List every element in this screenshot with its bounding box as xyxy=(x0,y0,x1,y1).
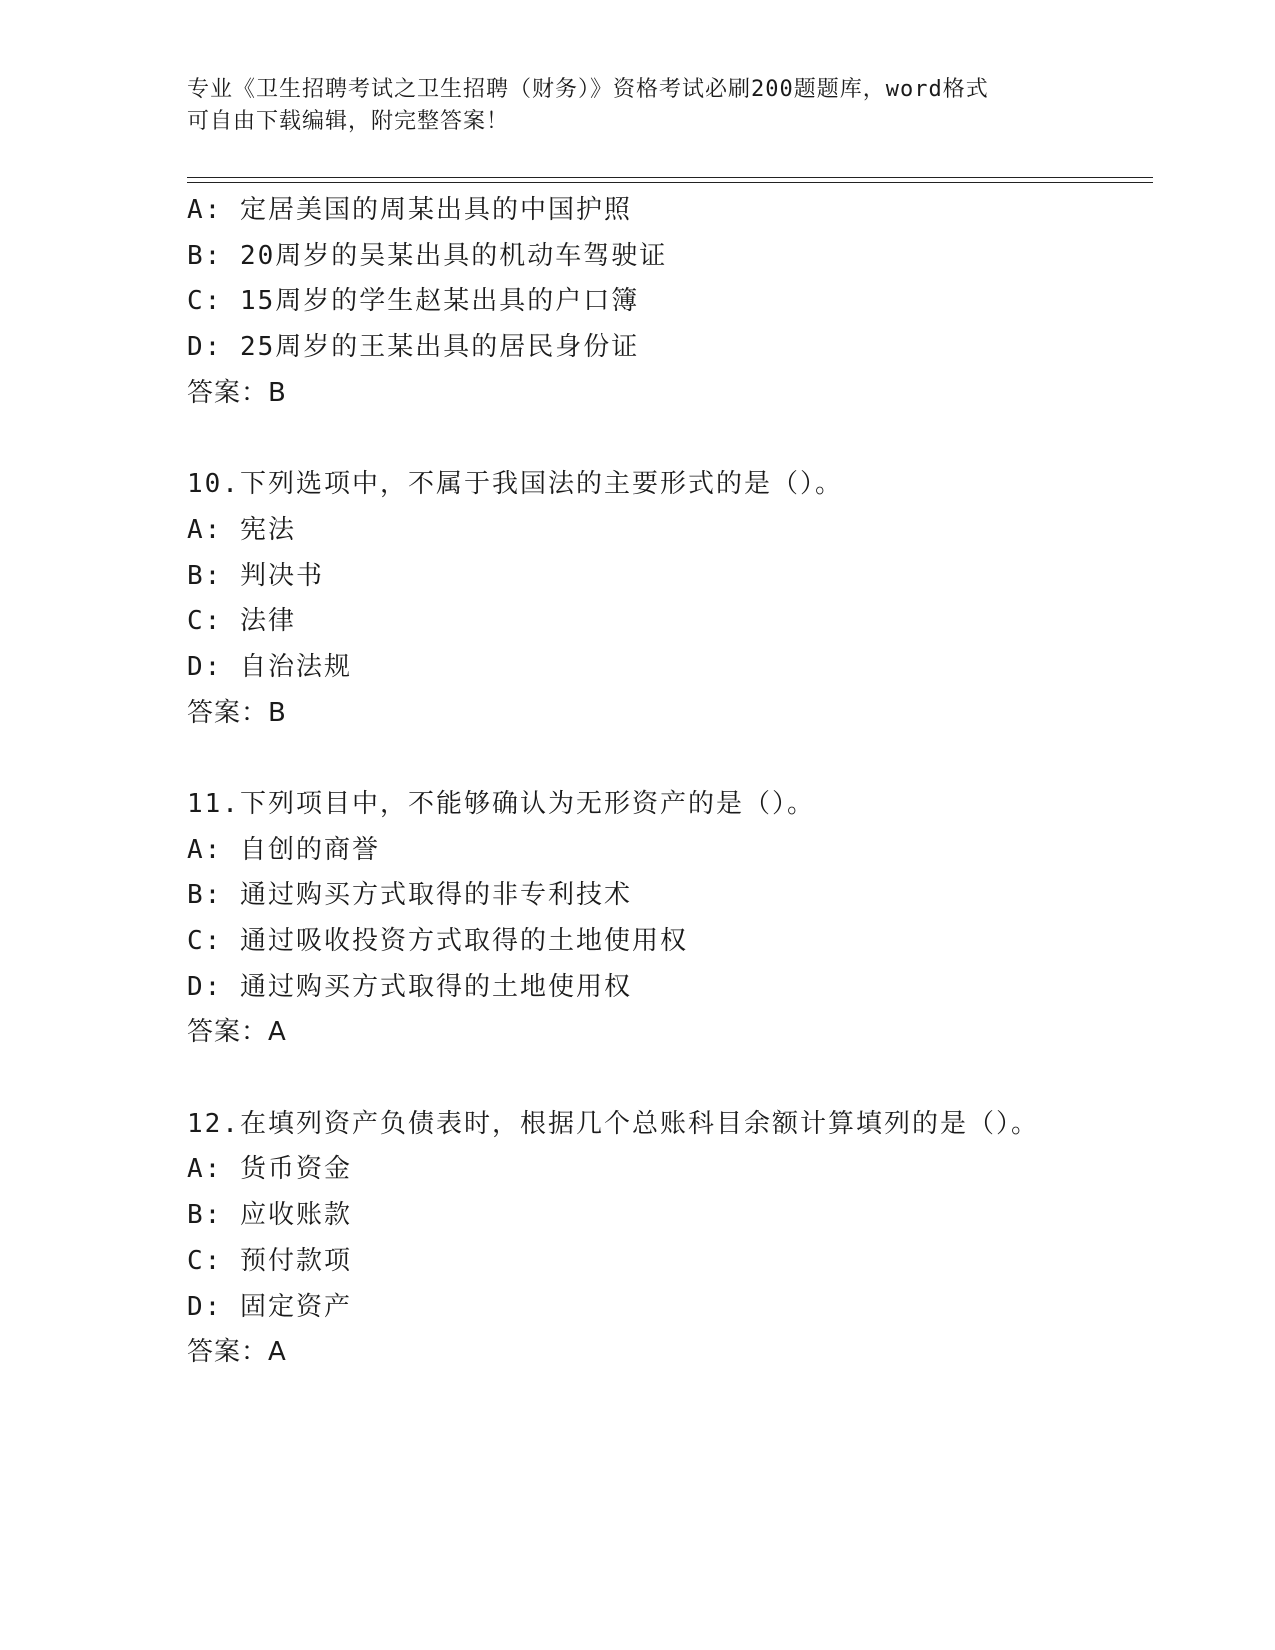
answer: 答案：B xyxy=(187,697,287,728)
header-line-1: 专业《卫生招聘考试之卫生招聘（财务）》资格考试必刷200题题库，word格式 xyxy=(187,77,989,102)
header-rule-top xyxy=(187,177,1153,178)
answer: 答案：B xyxy=(187,377,287,408)
header-rule-bottom xyxy=(187,182,1153,183)
answer: 答案：A xyxy=(187,1017,287,1048)
option-d: D: 25周岁的王某出具的居民身份证 xyxy=(187,332,640,363)
option-c: C: 法律 xyxy=(187,606,296,637)
spacer xyxy=(187,416,1187,462)
option-b: B: 应收账款 xyxy=(187,1200,352,1231)
question-9 xyxy=(187,188,1187,416)
option-a: A: 自创的商誉 xyxy=(187,834,380,865)
question-11 xyxy=(187,782,1187,1056)
answer: 答案：A xyxy=(187,1337,287,1368)
option-a: A: 货币资金 xyxy=(187,1154,352,1185)
option-d: D: 自治法规 xyxy=(187,651,352,682)
spacer xyxy=(187,1056,1187,1102)
option-b: B: 通过购买方式取得的非专利技术 xyxy=(187,880,632,911)
question-12 xyxy=(187,1102,1187,1376)
option-d: D: 通过购买方式取得的土地使用权 xyxy=(187,971,632,1002)
option-a: A: 定居美国的周某出具的中国护照 xyxy=(187,195,632,225)
option-b: B: 判决书 xyxy=(187,560,324,591)
option-d: D: 固定资产 xyxy=(187,1291,352,1322)
option-c: C: 15周岁的学生赵某出具的户口簿 xyxy=(187,286,640,317)
question-text: 10.下列选项中，不属于我国法的主要形式的是（）。 xyxy=(187,469,843,500)
header-line-2: 可自由下载编辑，附完整答案！ xyxy=(187,109,510,134)
document-header xyxy=(187,74,1087,138)
question-text: 12.在填列资产负债表时，根据几个总账科目余额计算填列的是（）。 xyxy=(187,1108,1039,1139)
question-10 xyxy=(187,462,1187,736)
option-c: C: 通过吸收投资方式取得的土地使用权 xyxy=(187,926,688,956)
option-b: B: 20周岁的吴某出具的机动车驾驶证 xyxy=(187,240,668,271)
question-text: 11.下列项目中，不能够确认为无形资产的是（）。 xyxy=(187,788,815,819)
spacer xyxy=(187,736,1187,782)
question-list xyxy=(187,188,1187,1376)
option-a: A: 宪法 xyxy=(187,514,296,545)
option-c: C: 预付款项 xyxy=(187,1245,352,1276)
